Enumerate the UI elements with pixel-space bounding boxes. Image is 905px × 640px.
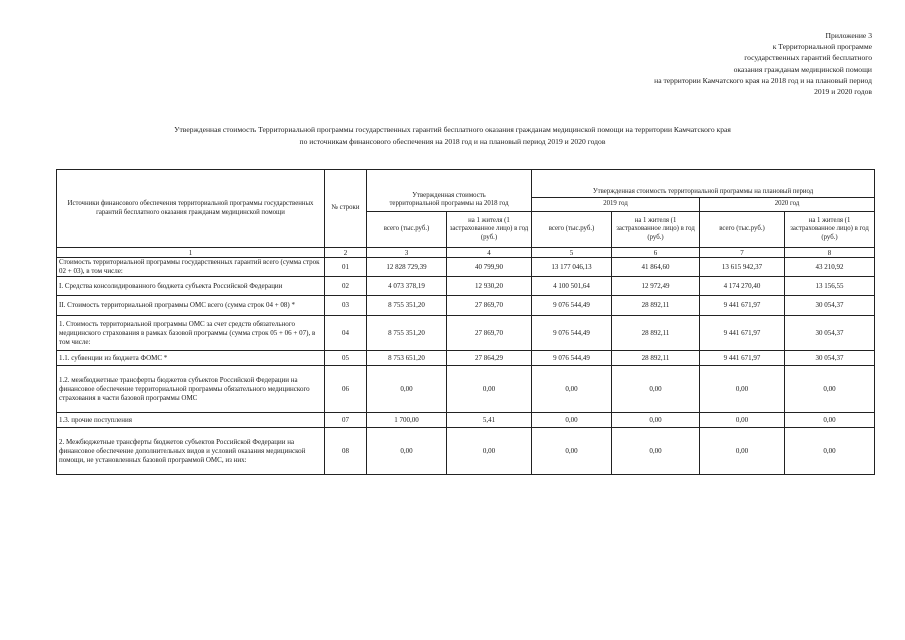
- cell-total-2019: 4 100 501,64: [532, 277, 612, 296]
- cell-total-2018: 4 073 378,19: [367, 277, 447, 296]
- cell-per-capita-2019: 0,00: [612, 366, 700, 413]
- cell-per-capita-2020: 13 156,55: [785, 277, 875, 296]
- cell-total-2020: 9 441 671,97: [700, 351, 785, 366]
- row-number: 07: [325, 413, 367, 428]
- cell-total-2018: 1 700,00: [367, 413, 447, 428]
- cell-per-capita-2020: 43 210,92: [785, 258, 875, 277]
- cell-per-capita-2020: 30 054,37: [785, 296, 875, 316]
- appendix-line: оказания гражданам медицинской помощи: [733, 64, 872, 74]
- row-label: 2. Межбюджетные трансферты бюджетов субъектов Российской Федерации на финансовое обеспечение дополнительных видов и условий оказания медицинской помощи, не установленных базовой программой ОМС, из них:: [57, 428, 325, 475]
- header-total-2020: всего (тыс.руб.): [700, 212, 785, 248]
- column-number: 4: [447, 248, 532, 258]
- cell-total-2019: 0,00: [532, 413, 612, 428]
- appendix-line: Приложение 3: [825, 31, 872, 40]
- table-row: [57, 413, 875, 428]
- row-label: 1.2. межбюджетные трансферты бюджетов субъектов Российской Федерации на финансовое обеспечение территориальной программы обязательного медицинского страхования в части базовой программы ОМС: [57, 366, 325, 413]
- header-year-2020: 2020 год: [700, 198, 875, 212]
- cell-total-2020: 0,00: [700, 366, 785, 413]
- row-label: 1. Стоимость территориальной программы ОМС за счет средств обязательного медицинского страхования в рамках базовой программы (сумма строк 05 + 06 + 07), в том числе:: [57, 316, 325, 351]
- table-row: [57, 258, 875, 277]
- row-number: 02: [325, 277, 367, 296]
- row-label: I. Средства консолидированного бюджета субъекта Российской Федерации: [57, 277, 325, 296]
- appendix-line: к Территориальной программе: [772, 42, 872, 52]
- cell-per-capita-2019: 41 864,60: [612, 258, 700, 277]
- cell-per-capita-2018: 27 869,70: [447, 316, 532, 351]
- table-row: [57, 428, 875, 475]
- column-number: 5: [532, 248, 612, 258]
- title-line-1: Утвержденная стоимость Территориальной программы государственных гарантий бесплатного оказания гражданам медицинской помощи на территории Камчатского края: [174, 125, 731, 134]
- row-number: 04: [325, 316, 367, 351]
- cell-total-2018: 8 755 351,20: [367, 316, 447, 351]
- table-row: [57, 277, 875, 296]
- cell-total-2018: 12 828 729,39: [367, 258, 447, 277]
- row-number: 08: [325, 428, 367, 475]
- cell-per-capita-2018: 40 799,90: [447, 258, 532, 277]
- cell-total-2020: 4 174 270,40: [700, 277, 785, 296]
- cell-per-capita-2020: 30 054,37: [785, 316, 875, 351]
- table-row: [57, 316, 875, 351]
- header-approved-2018: Утвержденная стоимость территориальной программы на 2018 год: [367, 170, 532, 212]
- header-per-capita-2020: на 1 жителя (1 застрахованное лицо) в год (руб.): [785, 212, 875, 248]
- table-row: [57, 296, 875, 316]
- table-row: [57, 351, 875, 366]
- cell-total-2018: 0,00: [367, 366, 447, 413]
- cell-per-capita-2019: 28 892,11: [612, 296, 700, 316]
- cell-per-capita-2019: 28 892,11: [612, 316, 700, 351]
- column-number: 2: [325, 248, 367, 258]
- column-number: 3: [367, 248, 447, 258]
- title-line-2: по источникам финансового обеспечения на 2018 год и на плановый период 2019 и 2020 годов: [299, 136, 606, 146]
- cell-total-2020: 0,00: [700, 428, 785, 475]
- row-label: II. Стоимость территориальной программы ОМС всего (сумма строк 04 + 08) *: [57, 296, 325, 316]
- cell-per-capita-2020: 0,00: [785, 366, 875, 413]
- cell-per-capita-2018: 12 930,20: [447, 277, 532, 296]
- cell-per-capita-2018: 0,00: [447, 366, 532, 413]
- cell-total-2020: 0,00: [700, 413, 785, 428]
- cell-per-capita-2019: 0,00: [612, 428, 700, 475]
- row-number: 01: [325, 258, 367, 277]
- row-label: 1.3. прочие поступления: [57, 413, 325, 428]
- row-label: 1.1. субвенции из бюджета ФОМС *: [57, 351, 325, 366]
- cell-total-2019: 9 076 544,49: [532, 351, 612, 366]
- cell-per-capita-2018: 5,41: [447, 413, 532, 428]
- appendix-line: государственных гарантий бесплатного: [744, 53, 872, 63]
- row-number: 06: [325, 366, 367, 413]
- cell-per-capita-2019: 0,00: [612, 413, 700, 428]
- cell-total-2019: 9 076 544,49: [532, 316, 612, 351]
- header-planned-period: Утвержденная стоимость территориальной программы на плановый период: [532, 170, 875, 198]
- row-number: 03: [325, 296, 367, 316]
- cell-total-2019: 0,00: [532, 366, 612, 413]
- column-number: 7: [700, 248, 785, 258]
- header-total-2018: всего (тыс.руб.): [367, 212, 447, 248]
- row-label: Стоимость территориальной программы государственных гарантий всего (сумма строк 02 + 03), в том числе:: [57, 258, 325, 277]
- financing-table: [56, 169, 875, 475]
- cell-total-2019: 0,00: [532, 428, 612, 475]
- column-number: 8: [785, 248, 875, 258]
- cell-per-capita-2018: 0,00: [447, 428, 532, 475]
- cell-per-capita-2020: 0,00: [785, 428, 875, 475]
- column-number-row: [57, 248, 875, 258]
- header-row-number: № строки: [325, 170, 367, 248]
- cell-per-capita-2018: 27 864,29: [447, 351, 532, 366]
- cell-total-2018: 8 753 651,20: [367, 351, 447, 366]
- cell-total-2018: 0,00: [367, 428, 447, 475]
- cell-per-capita-2019: 28 892,11: [612, 351, 700, 366]
- table-row: [57, 366, 875, 413]
- header-per-capita-2019: на 1 жителя (1 застрахованное лицо) в год (руб.): [612, 212, 700, 248]
- column-number: 1: [57, 248, 325, 258]
- header-per-capita-2018: на 1 жителя (1 застрахованное лицо) в год (руб.): [447, 212, 532, 248]
- cell-per-capita-2020: 0,00: [785, 413, 875, 428]
- cell-total-2020: 9 441 671,97: [700, 296, 785, 316]
- row-number: 05: [325, 351, 367, 366]
- cell-per-capita-2020: 30 054,37: [785, 351, 875, 366]
- cell-total-2020: 13 615 942,37: [700, 258, 785, 277]
- appendix-line: на территории Камчатского края на 2018 год и на плановый период: [654, 75, 872, 85]
- cell-total-2019: 13 177 046,13: [532, 258, 612, 277]
- appendix-line: 2019 и 2020 годов: [814, 87, 872, 97]
- cell-per-capita-2019: 12 972,49: [612, 277, 700, 296]
- cell-total-2018: 8 755 351,20: [367, 296, 447, 316]
- column-number: 6: [612, 248, 700, 258]
- document-title: [0, 124, 905, 147]
- appendix-header: [654, 30, 872, 97]
- cell-total-2020: 9 441 671,97: [700, 316, 785, 351]
- header-year-2019: 2019 год: [532, 198, 700, 212]
- cell-total-2019: 9 076 544,49: [532, 296, 612, 316]
- cell-per-capita-2018: 27 869,70: [447, 296, 532, 316]
- header-total-2019: всего (тыс.руб.): [532, 212, 612, 248]
- header-source: Источники финансового обеспечения территориальной программы государственных гарантий бесплатного оказания гражданам медицинской помощи: [57, 170, 325, 248]
